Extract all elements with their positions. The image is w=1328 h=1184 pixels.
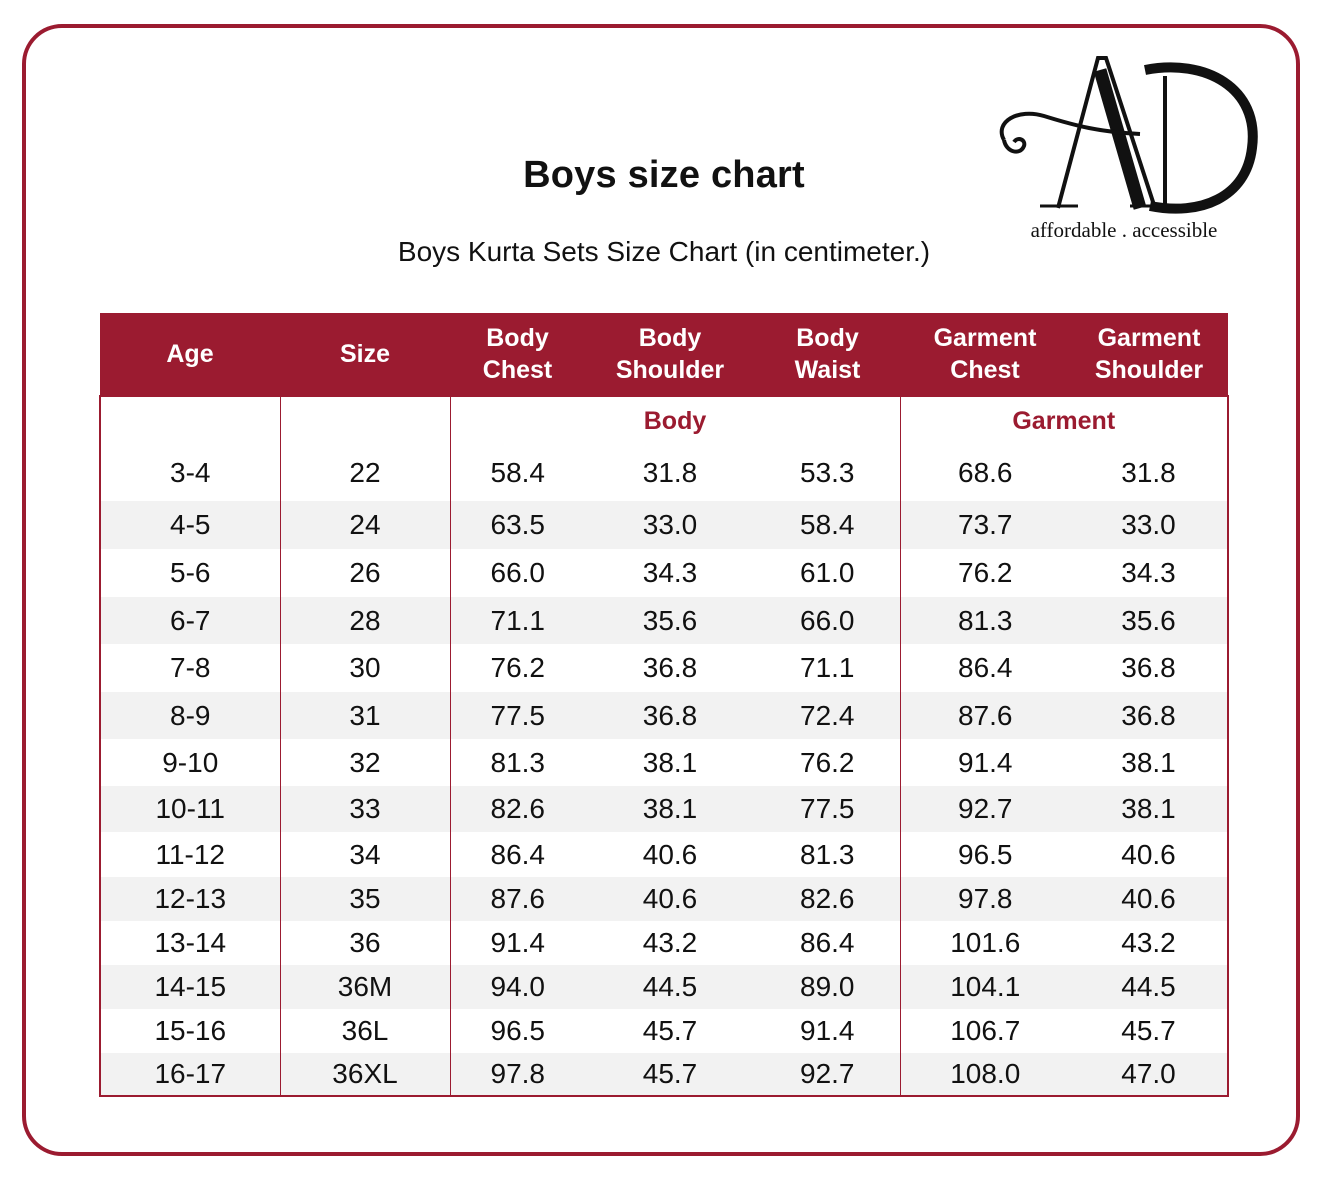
- table-cell: 81.3: [450, 739, 585, 786]
- table-row: [100, 597, 1228, 644]
- table-cell: 33: [280, 786, 450, 832]
- table-row: [100, 877, 1228, 921]
- table-cell: 44.5: [585, 965, 755, 1009]
- table-cell: 86.4: [900, 644, 1070, 692]
- table-cell: 14-15: [100, 965, 280, 1009]
- table-cell: 92.7: [755, 1053, 900, 1096]
- table-row: [100, 644, 1228, 692]
- table-row: [100, 786, 1228, 832]
- header-age: Age: [100, 313, 280, 396]
- table-cell: 40.6: [642, 838, 698, 870]
- table-cell: 72.4: [755, 692, 900, 739]
- table-cell: 36M: [280, 965, 450, 1009]
- table-cell: 44.5: [1070, 965, 1228, 1009]
- header-size: Size: [280, 313, 450, 396]
- table-cell: 34: [280, 832, 450, 877]
- table-cell: 97.8: [450, 1053, 585, 1096]
- table-cell: 32: [280, 739, 450, 786]
- table-cell: 45.7: [585, 1053, 755, 1096]
- table-cell: 106.7: [900, 1009, 1070, 1053]
- table-body: [100, 445, 1228, 1096]
- table-cell: 33.0: [1070, 501, 1228, 549]
- table-cell: 43.2: [642, 927, 698, 958]
- header-body-chest: Body Chest: [450, 313, 585, 396]
- table-cell: 61.0: [800, 557, 855, 588]
- page-subtitle: Boys Kurta Sets Size Chart (in centimeter.): [397, 236, 931, 267]
- table-cell: 38.1: [1070, 739, 1228, 786]
- table-cell: 71.1: [800, 652, 855, 683]
- table-cell: 38.1: [1070, 786, 1228, 832]
- table-cell: 81.3: [800, 838, 855, 870]
- table-cell: 94.0: [450, 965, 585, 1009]
- group-garment-label: Garment: [900, 396, 1228, 445]
- table-cell: 35.6: [585, 597, 755, 644]
- table-cell: 58.4: [755, 501, 900, 549]
- brand-tagline: affordable . accessible: [1030, 218, 1218, 242]
- table-cell: 97.8: [900, 877, 1070, 921]
- table-cell: 47.0: [1070, 1053, 1228, 1096]
- table-cell: 11-12: [100, 832, 280, 877]
- table-cell: 82.6: [755, 877, 900, 921]
- page-title: Boys size chart: [523, 154, 805, 196]
- table-cell: 87.6: [900, 692, 1070, 739]
- table-cell: 96.5: [450, 1009, 585, 1053]
- table-cell: 13-14: [100, 921, 280, 965]
- table-cell: 26: [280, 549, 450, 597]
- table-cell: 40.6: [1070, 832, 1228, 877]
- table-cell: 34.3: [1070, 549, 1228, 597]
- table-cell: 15-16: [100, 1009, 280, 1053]
- table-cell: 28: [280, 597, 450, 644]
- table-row: [100, 739, 1228, 786]
- table-cell: 101.6: [900, 921, 1070, 965]
- table-row: [100, 1009, 1228, 1053]
- table-cell: 108.0: [900, 1053, 1070, 1096]
- table-cell: 9-10: [100, 739, 280, 786]
- table-cell: 40.6: [1070, 877, 1228, 921]
- table-cell: 36.8: [1070, 692, 1228, 739]
- table-cell: 12-13: [100, 877, 280, 921]
- table-cell: 82.6: [450, 786, 585, 832]
- header-garment-chest: Garment Chest: [900, 313, 1070, 396]
- table-cell: 35: [280, 877, 450, 921]
- table-cell: 76.2: [900, 549, 1070, 597]
- table-cell: 36XL: [280, 1053, 450, 1096]
- table-cell: 76.2: [450, 644, 585, 692]
- group-empty-age: [100, 396, 280, 445]
- table-cell: 91.4: [450, 921, 585, 965]
- table-cell: 71.1: [450, 597, 585, 644]
- table-cell: 58.4: [450, 445, 585, 501]
- group-empty-size: [280, 396, 450, 445]
- table-cell: 24: [280, 501, 450, 549]
- table-cell: 7-8: [100, 644, 280, 692]
- table-cell: 73.7: [900, 501, 1070, 549]
- header-body-waist: Body Waist: [755, 313, 900, 396]
- table-cell: 40.6: [585, 877, 755, 921]
- table-cell: 91.4: [900, 739, 1070, 786]
- table-cell: 31.8: [642, 457, 698, 488]
- group-header-row: [100, 396, 1228, 445]
- table-cell: 63.5: [450, 501, 585, 549]
- column-header-row: [100, 313, 1228, 396]
- table-row: [100, 1053, 1228, 1096]
- table-cell: 4-5: [100, 501, 280, 549]
- table-cell: 87.6: [450, 877, 585, 921]
- size-chart-table: [99, 313, 1229, 1097]
- table-cell: 96.5: [900, 832, 1070, 877]
- table-row: [100, 692, 1228, 739]
- table-cell: 36.8: [642, 652, 698, 683]
- table-cell: 104.1: [900, 965, 1070, 1009]
- group-body-label: Body: [450, 396, 900, 445]
- table-cell: 36.8: [585, 692, 755, 739]
- table-cell: 66.0: [450, 549, 585, 597]
- header-garment-shoulder: Garment Shoulder: [1070, 313, 1228, 396]
- table-cell: 45.7: [1070, 1009, 1228, 1053]
- table-row: [100, 832, 1228, 877]
- table-cell: 86.4: [800, 927, 855, 958]
- table-row: [100, 921, 1228, 965]
- table-cell: 31: [280, 692, 450, 739]
- table-cell: 86.4: [450, 832, 585, 877]
- table-cell: 66.0: [755, 597, 900, 644]
- table-cell: 36.8: [1070, 644, 1228, 692]
- table-cell: 38.1: [642, 746, 698, 778]
- table-cell: 31.8: [1070, 445, 1228, 501]
- table-cell: 92.7: [900, 786, 1070, 832]
- table-cell: 43.2: [1070, 921, 1228, 965]
- table-cell: 22: [280, 445, 450, 501]
- table-row: [100, 445, 1228, 501]
- table-cell: 33.0: [585, 501, 755, 549]
- table-cell: 36: [280, 921, 450, 965]
- table-cell: 3-4: [100, 445, 280, 501]
- table-cell: 76.2: [800, 746, 855, 778]
- table-cell: 68.6: [900, 445, 1070, 501]
- table-cell: 34.3: [642, 557, 698, 588]
- table-cell: 5-6: [100, 549, 280, 597]
- table-cell: 6-7: [100, 597, 280, 644]
- table-row: [100, 501, 1228, 549]
- table-cell: 81.3: [900, 597, 1070, 644]
- table-cell: 89.0: [755, 965, 900, 1009]
- table-cell: 36L: [280, 1009, 450, 1053]
- table-cell: 30: [280, 644, 450, 692]
- table-cell: 53.3: [800, 457, 855, 488]
- table-cell: 45.7: [642, 1015, 698, 1046]
- table-cell: 35.6: [1070, 597, 1228, 644]
- table-row: [100, 549, 1228, 597]
- table-cell: 38.1: [585, 786, 755, 832]
- table-cell: 77.5: [755, 786, 900, 832]
- table-cell: 8-9: [100, 692, 280, 739]
- table-cell: 91.4: [800, 1015, 855, 1046]
- table-cell: 77.5: [450, 692, 585, 739]
- table-row: [100, 965, 1228, 1009]
- table-cell: 10-11: [100, 786, 280, 832]
- table-cell: 16-17: [100, 1053, 280, 1096]
- header-body-shoulder: Body Shoulder: [585, 313, 755, 396]
